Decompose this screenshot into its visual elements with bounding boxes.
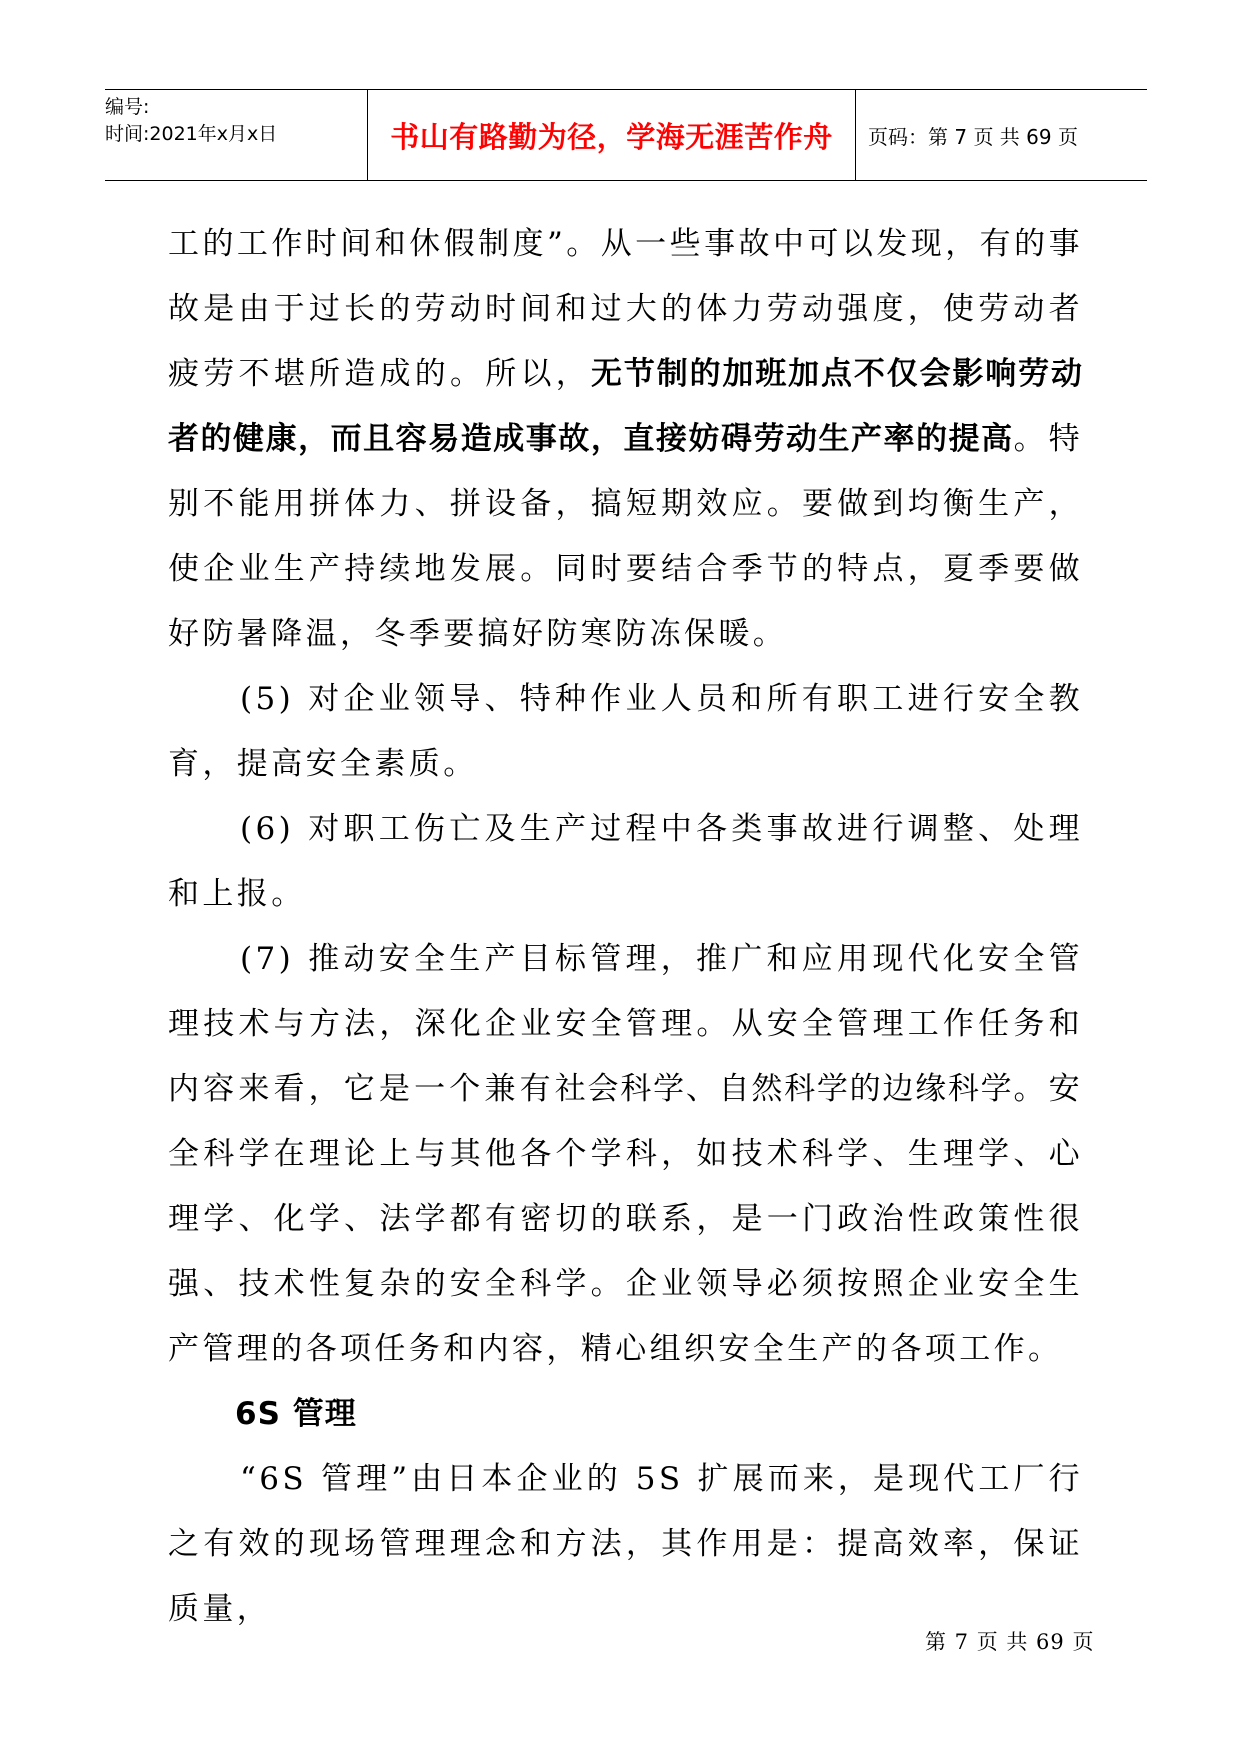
header-motto-cell xyxy=(368,90,856,180)
page-header xyxy=(105,89,1147,181)
header-page-info: 页码：第 7 页 共 69 页 xyxy=(868,124,1078,149)
paragraph-4-emphasis: 社会科学、自然科学的边缘科学 xyxy=(554,1071,1014,1107)
section-heading-6s: 6S 管理 xyxy=(235,1396,357,1432)
paragraph-1 xyxy=(168,212,1083,667)
header-meta xyxy=(105,90,368,180)
paragraph-5: “6S 管理”由日本企业的 5S 扩展而来，是现代工厂行之有效的现场管理理念和方法，其作用是：提高效率，保证质量， xyxy=(168,1461,1083,1627)
paragraph-3: (6) 对职工伤亡及生产过程中各类事故进行调整、处理和上报。 xyxy=(168,811,1083,912)
paragraph-4-text-b: 。安全科学在理论上与其他各个学科，如技术科学、生理学、心理学、化学、法学都有密切的联系，是一门政治性政策性很强、技术性复杂的安全科学。企业领导必须按照企业安全生产管理的各项任务和内容，精心组织安全生产的各项工作。 xyxy=(168,1071,1083,1367)
header-number-label: 编号: xyxy=(105,96,150,118)
page-footer: 第 7 页 共 69 页 xyxy=(925,1630,1095,1654)
paragraph-4-text-a: (7) 推动安全生产目标管理，推广和应用现代化安全管理技术与方法，深化企业安全管理。从安全管理工作任务和内容来看，它是一个兼有 xyxy=(168,941,1083,1107)
paragraph-1-emphasis: 无节制的加班加点不仅会影响劳动者的健康，而且容易造成事故，直接妨碍劳动生产率的提高 xyxy=(168,356,1083,457)
paragraph-1-text-b: 。特别不能用拼体力、拼设备，搞短期效应。要做到均衡生产，使企业生产持续地发展。同时要结合季节的特点，夏季要做好防暑降温，冬季要搞好防寒防冻保暖。 xyxy=(168,421,1083,652)
header-motto: 书山有路勤为径，学海无涯苦作舟 xyxy=(390,119,833,154)
paragraph-2: (5) 对企业领导、特种作业人员和所有职工进行安全教育，提高安全素质。 xyxy=(168,681,1083,782)
document-body xyxy=(168,212,1083,1642)
header-page-info-cell xyxy=(856,90,1147,180)
header-time-label: 时间:2021年x月x日 xyxy=(105,123,278,145)
paragraph-4 xyxy=(168,927,1083,1382)
paragraph-1-text-a: 工的工作时间和休假制度”。从一些事故中可以发现，有的事故是由于过长的劳动时间和过大的体力劳动强度，使劳动者疲劳不堪所造成的。所以， xyxy=(168,226,1083,392)
